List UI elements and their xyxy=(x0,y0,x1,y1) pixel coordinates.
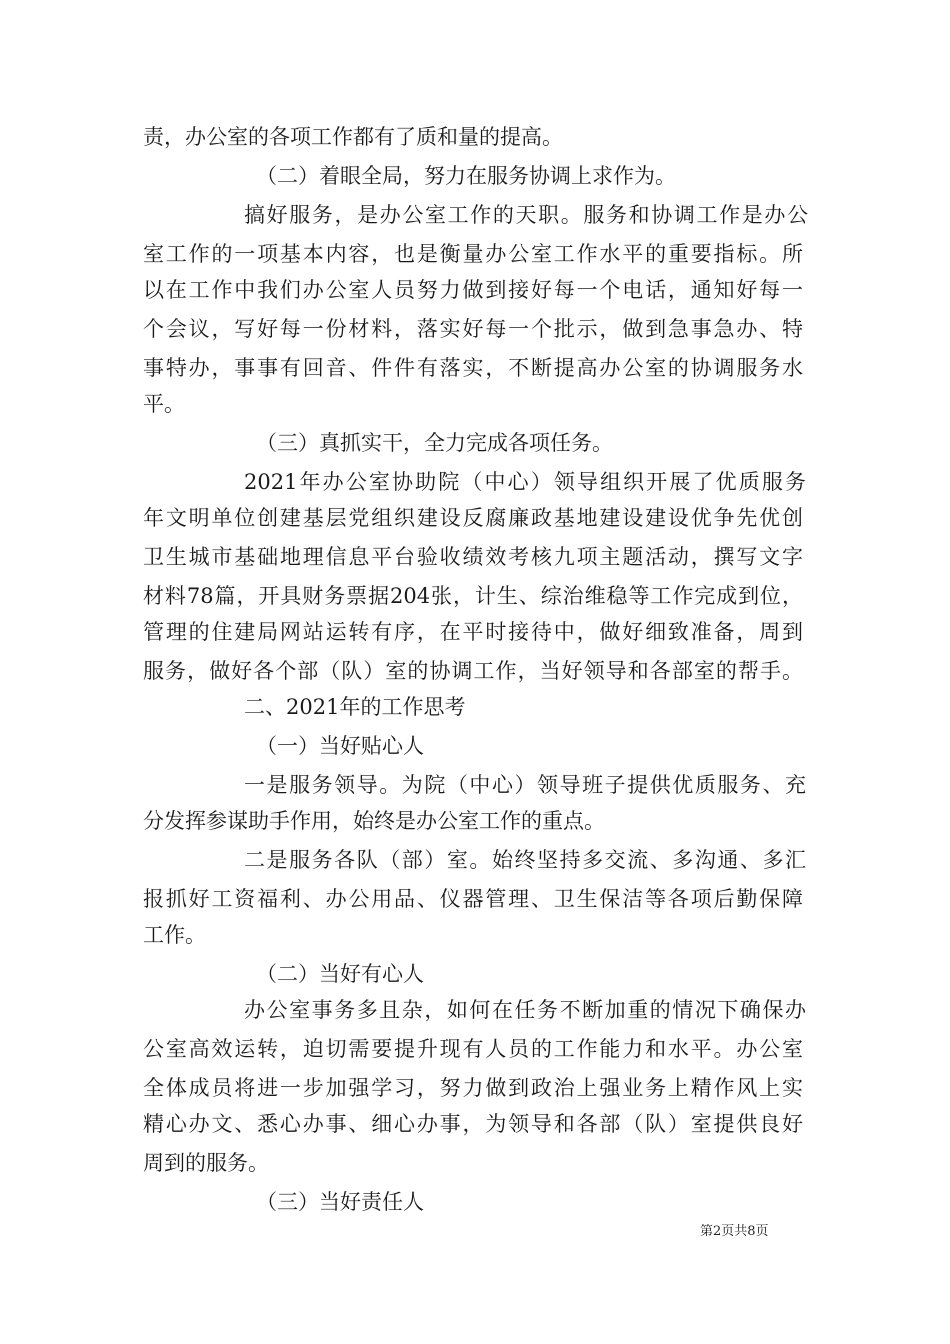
paragraph-line: 全体成员将进一步加强学习，努力做到政治上强业务上精作风上实 xyxy=(143,1076,803,1100)
paragraph-line: 二是服务各队（部）室。始终坚持多交流、多沟通、多汇 xyxy=(244,848,806,872)
paragraph-line: 平。 xyxy=(143,392,185,416)
paragraph-line: 工作。 xyxy=(143,923,206,947)
section-heading: （二）当好有心人 xyxy=(256,962,424,986)
paragraph-line: 事特办，事事有回音、件件有落实，不断提高办公室的协调服务水 xyxy=(143,356,803,380)
paragraph-line: 公室高效运转，迫切需要提升现有人员的工作能力和水平。办公室 xyxy=(143,1037,803,1061)
section-heading: （二）着眼全局，努力在服务协调上求作为。 xyxy=(256,164,676,188)
paragraph-line: 年文明单位创建基层党组织建设反腐廉政基地建设建设优争先优创 xyxy=(143,506,803,530)
page-footer: 第2页共8页 xyxy=(700,1224,769,1239)
paragraph-line: 办公室事务多且杂，如何在任务不断加重的情况下确保办 xyxy=(244,998,806,1022)
paragraph-line: 搞好服务，是办公室工作的天职。服务和协调工作是办公 xyxy=(244,203,808,227)
paragraph-line: 责，办公室的各项工作都有了质和量的提高。 xyxy=(143,125,563,149)
paragraph-line: 管理的住建局网站运转有序，在平时接待中，做好细致准备，周到 xyxy=(143,620,803,644)
paragraph-line: 一是服务领导。为院（中心）领导班子提供优质服务、充 xyxy=(244,773,806,797)
paragraph-line: 2021年办公室协助院（中心）领导组织开展了优质服务 xyxy=(244,470,806,494)
paragraph-line: 分发挥参谋助手作用，始终是办公室工作的重点。 xyxy=(143,809,605,833)
paragraph-line: 卫生城市基础地理信息平台验收绩效考核九项主题活动，撰写文字 xyxy=(143,545,803,569)
paragraph-line: 周到的服务。 xyxy=(143,1151,269,1175)
paragraph-line: 报抓好工资福利、办公用品、仪器管理、卫生保洁等各项后勤保障 xyxy=(143,887,803,911)
section-heading: （三）当好责任人 xyxy=(256,1190,424,1214)
paragraph-line: 服务，做好各个部（队）室的协调工作，当好领导和各部室的帮手。 xyxy=(143,659,803,683)
section-heading: 二、2021年的工作思考 xyxy=(244,695,466,719)
section-heading: （三）真抓实干，全力完成各项任务。 xyxy=(256,431,613,455)
paragraph-line: 以在工作中我们办公室人员努力做到接好每一个电话，通知好每一 xyxy=(143,278,803,302)
paragraph-line: 室工作的一项基本内容，也是衡量办公室工作水平的重要指标。所 xyxy=(143,242,803,266)
paragraph-line: 个会议，写好每一份材料，落实好每一个批示，做到急事急办、特 xyxy=(143,317,803,341)
paragraph-line: 材料78篇，开具财务票据204张，计生、综治维稳等工作完成到位， xyxy=(143,584,803,608)
section-heading: （一）当好贴心人 xyxy=(256,734,424,758)
paragraph-line: 精心办文、悉心办事、细心办事，为领导和各部（队）室提供良好 xyxy=(143,1112,803,1136)
